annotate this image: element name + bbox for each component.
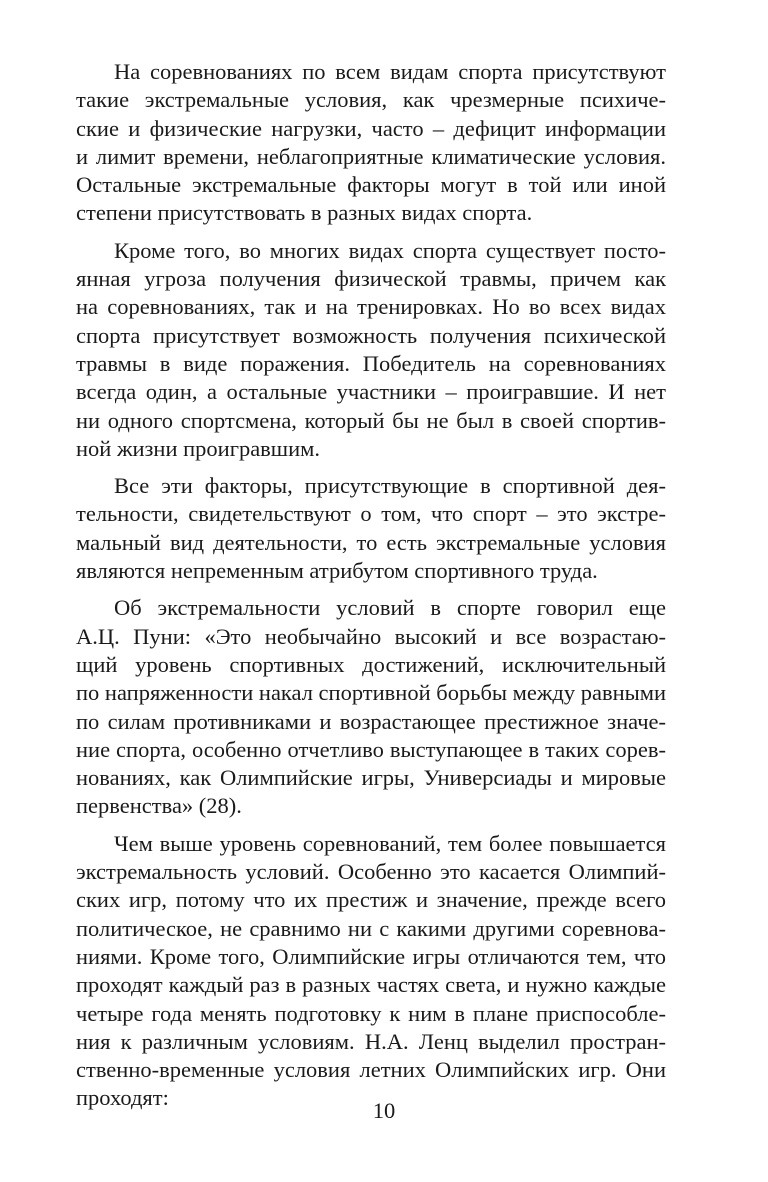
- text-line: травмы в виде поражения. Победитель на соревнованиях: [76, 350, 666, 376]
- text-line: Кроме того, во многих видах спорта существует посто-: [114, 237, 666, 263]
- text-line: по силам противниками и возрастающее престижное значе-: [76, 708, 666, 734]
- text-line: тельности, свидетельствуют о том, что спорт – это экстре-: [76, 501, 666, 527]
- text-line: ние спорта, особенно отчетливо выступающее в таких сорев-: [76, 736, 666, 762]
- text-line: политическое, не сравнимо ни с какими другими соревнова-: [76, 915, 666, 941]
- paragraph-3: [76, 472, 666, 585]
- text-line: ские и физические нагрузки, часто – дефицит информации: [76, 115, 666, 141]
- text-line: Остальные экстремальные факторы могут в той или иной: [76, 172, 666, 198]
- text-line: являются непременным атрибутом спортивного труда.: [76, 558, 598, 584]
- text-line: проходят:: [76, 1085, 169, 1111]
- text-column: [76, 58, 666, 1122]
- text-line: мальный вид деятельности, то есть экстремальные условия: [76, 529, 666, 555]
- text-line: на соревнованиях, так и на тренировках. Но во всех видах: [76, 294, 666, 320]
- text-line: Все эти факторы, присутствующие в спортивной дея-: [114, 473, 666, 499]
- text-line: Об экстремальности условий в спорте говорил еще: [114, 595, 666, 621]
- text-line: первенства» (28).: [76, 793, 242, 819]
- text-line: по напряженности накал спортивной борьбы между равными: [76, 680, 667, 706]
- text-line: экстремальность условий. Особенно это касается Олимпий-: [76, 859, 666, 885]
- text-line: янная угроза получения физической травмы, причем как: [76, 266, 666, 292]
- text-line: нованиях, как Олимпийские игры, Универсиады и мировые: [76, 765, 666, 791]
- text-line: ских игр, потому что их престиж и значение, прежде всего: [76, 887, 666, 913]
- text-line: такие экстремальные условия, как чрезмерные психиче-: [76, 87, 666, 113]
- text-line: степени присутствовать в разных видах спорта.: [76, 200, 533, 226]
- text-line: ной жизни проигравшим.: [76, 435, 321, 461]
- page-number: 10: [372, 1098, 396, 1123]
- text-line: спорта присутствует возможность получения психической: [76, 322, 666, 348]
- paragraph-4: [76, 594, 666, 820]
- paragraph-2: [76, 237, 666, 463]
- text-line: ния к различным условиям. Н.А. Ленц выделил простран-: [76, 1028, 666, 1054]
- paragraph-5: [76, 830, 666, 1113]
- text-line: Чем выше уровень соревнований, тем более повышается: [114, 830, 666, 856]
- text-line: всегда один, а остальные участники – проигравшие. И нет: [76, 379, 666, 405]
- paragraph-1: [76, 58, 666, 228]
- text-line: На соревнованиях по всем видам спорта присутствуют: [114, 59, 666, 84]
- text-line: ниями. Кроме того, Олимпийские игры отличаются тем, что: [76, 943, 666, 969]
- text-line: ни одного спортсмена, который бы не был в своей спортив-: [76, 407, 666, 433]
- text-line: четыре года менять подготовку к ним в плане приспособле-: [76, 1000, 666, 1026]
- text-line: щий уровень спортивных достижений, исключительный: [76, 651, 666, 677]
- text-line: ственно-временные условия летних Олимпийских игр. Они: [76, 1057, 666, 1083]
- text-line: А.Ц. Пуни: «Это необычайно высокий и все возрастаю-: [76, 623, 666, 649]
- text-line: и лимит времени, неблагоприятные климатические условия.: [76, 143, 666, 169]
- text-line: проходят каждый раз в разных частях света, и нужно каждые: [76, 972, 666, 998]
